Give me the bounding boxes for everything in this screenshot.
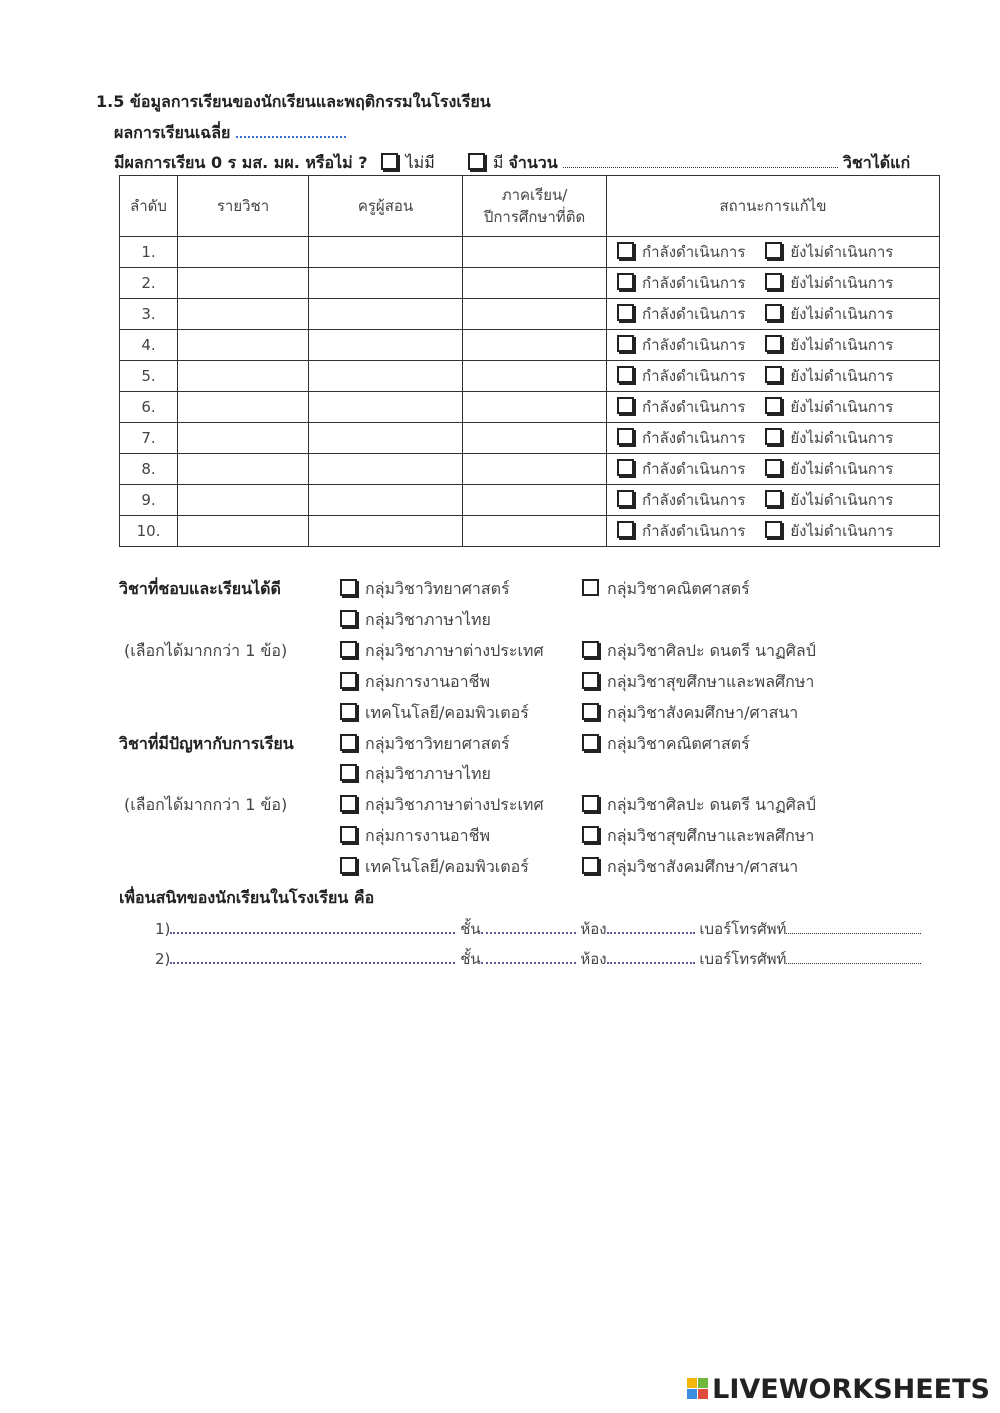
option-label: กลุ่มการงานอาชีพ bbox=[365, 826, 491, 845]
liveworksheets-logo bbox=[687, 1374, 990, 1405]
table-row bbox=[120, 361, 940, 392]
table-row bbox=[120, 485, 940, 516]
table-row bbox=[120, 268, 940, 299]
status-not-started-label: ยังไม่ดำเนินการ bbox=[790, 429, 894, 447]
table-row bbox=[120, 454, 940, 485]
zero-grade-row bbox=[114, 151, 934, 176]
teacher-cell[interactable] bbox=[309, 423, 463, 454]
teacher-cell[interactable] bbox=[309, 268, 463, 299]
checkbox-liked-health[interactable] bbox=[582, 672, 599, 689]
checkbox-problem-arts[interactable] bbox=[582, 795, 599, 812]
status-in-progress-label: กำลังดำเนินการ bbox=[642, 274, 746, 292]
subject-cell[interactable] bbox=[178, 330, 309, 361]
friend-row-2 bbox=[155, 947, 921, 971]
option-label: เทคโนโลยี/คอมพิวเตอร์ bbox=[365, 857, 529, 876]
table-row bbox=[120, 516, 940, 547]
checkbox-not-started[interactable] bbox=[765, 428, 782, 445]
subject-cell[interactable] bbox=[178, 516, 309, 547]
checkbox-problem-science[interactable] bbox=[340, 734, 357, 751]
option-label: กลุ่มวิชาคณิตศาสตร์ bbox=[607, 734, 750, 753]
checkbox-problem-foreign[interactable] bbox=[340, 795, 357, 812]
option-label: กลุ่มวิชาภาษาต่างประเทศ bbox=[365, 641, 544, 660]
checkbox-in-progress[interactable] bbox=[617, 242, 634, 259]
problem-option-thai bbox=[340, 762, 491, 787]
checkbox-in-progress[interactable] bbox=[617, 397, 634, 414]
checkbox-problem-math[interactable] bbox=[582, 734, 599, 751]
friend-class-input[interactable] bbox=[481, 948, 576, 964]
status-in-progress-label: กำลังดำเนินการ bbox=[642, 522, 746, 540]
option-label: กลุ่มวิชาภาษาต่างประเทศ bbox=[365, 795, 544, 814]
friend-phone-input[interactable] bbox=[786, 919, 921, 934]
problem-option-social bbox=[582, 855, 798, 880]
checkbox-in-progress[interactable] bbox=[617, 273, 634, 290]
subject-cell[interactable] bbox=[178, 423, 309, 454]
liked-option-social bbox=[582, 701, 798, 726]
problem-option-foreign bbox=[340, 793, 544, 818]
option-label: กลุ่มวิชาภาษาไทย bbox=[365, 610, 491, 629]
option-label: เทคโนโลยี/คอมพิวเตอร์ bbox=[365, 703, 529, 722]
status-in-progress-label: กำลังดำเนินการ bbox=[642, 491, 746, 509]
liked-option-foreign bbox=[340, 639, 544, 664]
checkbox-liked-foreign[interactable] bbox=[340, 641, 357, 658]
status-in-progress-label: กำลังดำเนินการ bbox=[642, 429, 746, 447]
checkbox-liked-tech[interactable] bbox=[340, 703, 357, 720]
amount-input[interactable] bbox=[563, 153, 838, 168]
problem-option-math bbox=[582, 732, 750, 757]
section-heading: 1.5 ข้อมูลการเรียนของนักเรียนและพฤติกรรมในโรงเรียน bbox=[96, 92, 491, 111]
option-label: กลุ่มวิชาสังคมศึกษา/ศาสนา bbox=[607, 857, 799, 876]
table-row bbox=[120, 392, 940, 423]
header-semester bbox=[463, 176, 607, 237]
checkbox-not-started[interactable] bbox=[765, 242, 782, 259]
status-cell bbox=[607, 485, 940, 516]
checkbox-liked-arts[interactable] bbox=[582, 641, 599, 658]
header-index: ลำดับ bbox=[120, 176, 178, 237]
checkbox-in-progress[interactable] bbox=[617, 335, 634, 352]
checkbox-liked-social[interactable] bbox=[582, 703, 599, 720]
opt-no-label: ไม่มี bbox=[405, 153, 435, 172]
failed-subjects-table bbox=[119, 175, 940, 547]
semester-cell[interactable] bbox=[463, 361, 607, 392]
checkbox-in-progress[interactable] bbox=[617, 366, 634, 383]
status-not-started-label: ยังไม่ดำเนินการ bbox=[790, 367, 894, 385]
row-index: 2. bbox=[120, 268, 178, 299]
status-not-started-label: ยังไม่ดำเนินการ bbox=[790, 243, 894, 261]
phone-label: เบอร์โทรศัพท์ bbox=[699, 950, 787, 968]
problem-option-science bbox=[340, 732, 510, 757]
status-in-progress-label: กำลังดำเนินการ bbox=[642, 367, 746, 385]
liked-option-health bbox=[582, 670, 814, 695]
row-index: 6. bbox=[120, 392, 178, 423]
table-row bbox=[120, 423, 940, 454]
option-label: กลุ่มวิชาคณิตศาสตร์ bbox=[607, 579, 750, 598]
friend-class-input[interactable] bbox=[481, 918, 576, 934]
semester-cell[interactable] bbox=[463, 299, 607, 330]
semester-cell[interactable] bbox=[463, 423, 607, 454]
checkbox-liked-career[interactable] bbox=[340, 672, 357, 689]
checkbox-problem-career[interactable] bbox=[340, 826, 357, 843]
semester-cell[interactable] bbox=[463, 268, 607, 299]
checkbox-problem-thai[interactable] bbox=[340, 764, 357, 781]
subject-cell[interactable] bbox=[178, 485, 309, 516]
teacher-cell[interactable] bbox=[309, 299, 463, 330]
status-cell bbox=[607, 516, 940, 547]
option-label: กลุ่มวิชาวิทยาศาสตร์ bbox=[365, 734, 510, 753]
table-header-row bbox=[120, 176, 940, 237]
liked-option-math bbox=[582, 577, 750, 602]
gpa-label: ผลการเรียนเฉลี่ย bbox=[114, 123, 231, 142]
problem-option-health bbox=[582, 824, 814, 849]
header-subject: รายวิชา bbox=[178, 176, 309, 237]
table-row bbox=[120, 237, 940, 268]
row-index: 3. bbox=[120, 299, 178, 330]
teacher-cell[interactable] bbox=[309, 330, 463, 361]
class-label: ชั้น bbox=[460, 920, 481, 938]
status-not-started-label: ยังไม่ดำเนินการ bbox=[790, 274, 894, 292]
status-not-started-label: ยังไม่ดำเนินการ bbox=[790, 336, 894, 354]
subject-cell[interactable] bbox=[178, 361, 309, 392]
teacher-cell[interactable] bbox=[309, 361, 463, 392]
option-label: กลุ่มวิชาวิทยาศาสตร์ bbox=[365, 579, 510, 598]
option-label: กลุ่มวิชาภาษาไทย bbox=[365, 764, 491, 783]
checkbox-problem-tech[interactable] bbox=[340, 857, 357, 874]
checkbox-not-started[interactable] bbox=[765, 459, 782, 476]
teacher-cell[interactable] bbox=[309, 454, 463, 485]
subject-cell[interactable] bbox=[178, 268, 309, 299]
friend-row-number: 1) bbox=[155, 920, 171, 938]
checkbox-not-started[interactable] bbox=[765, 490, 782, 507]
friend-phone-input[interactable] bbox=[786, 949, 921, 964]
subjects-label: วิชาได้แก่ bbox=[842, 153, 911, 172]
status-in-progress-label: กำลังดำเนินการ bbox=[642, 398, 746, 416]
option-label: กลุ่มการงานอาชีพ bbox=[365, 672, 491, 691]
checkbox-liked-thai[interactable] bbox=[340, 610, 357, 627]
row-index: 9. bbox=[120, 485, 178, 516]
status-in-progress-label: กำลังดำเนินการ bbox=[642, 460, 746, 478]
semester-cell[interactable] bbox=[463, 237, 607, 268]
teacher-cell[interactable] bbox=[309, 516, 463, 547]
status-in-progress-label: กำลังดำเนินการ bbox=[642, 336, 746, 354]
checkbox-problem-health[interactable] bbox=[582, 826, 599, 843]
status-not-started-label: ยังไม่ดำเนินการ bbox=[790, 398, 894, 416]
checkbox-not-started[interactable] bbox=[765, 335, 782, 352]
row-index: 10. bbox=[120, 516, 178, 547]
subject-cell[interactable] bbox=[178, 454, 309, 485]
option-label: กลุ่มวิชาสุขศึกษาและพลศึกษา bbox=[607, 826, 815, 845]
teacher-cell[interactable] bbox=[309, 237, 463, 268]
status-not-started-label: ยังไม่ดำเนินการ bbox=[790, 305, 894, 323]
friend-row-1 bbox=[155, 917, 921, 941]
option-label: กลุ่มวิชาศิลปะ ดนตรี นาฏศิลป์ bbox=[607, 641, 816, 660]
friend-row-number: 2) bbox=[155, 950, 171, 968]
problem-option-tech bbox=[340, 855, 529, 880]
checkbox-in-progress[interactable] bbox=[617, 521, 634, 538]
semester-cell[interactable] bbox=[463, 454, 607, 485]
checkbox-in-progress[interactable] bbox=[617, 428, 634, 445]
subject-cell[interactable] bbox=[178, 299, 309, 330]
logo-text: LIVEWORKSHEETS bbox=[712, 1374, 990, 1405]
subject-cell[interactable] bbox=[178, 392, 309, 423]
liked-option-thai bbox=[340, 608, 491, 633]
liked-option-arts bbox=[582, 639, 816, 664]
liked-option-tech bbox=[340, 701, 529, 726]
checkbox-not-started[interactable] bbox=[765, 304, 782, 321]
row-index: 1. bbox=[120, 237, 178, 268]
header-semester-line1: ภาคเรียน/ bbox=[501, 186, 568, 204]
friend-name-input[interactable] bbox=[170, 948, 455, 964]
row-index: 4. bbox=[120, 330, 178, 361]
semester-cell[interactable] bbox=[463, 330, 607, 361]
checkbox-liked-math[interactable] bbox=[582, 579, 599, 596]
checkbox-no[interactable] bbox=[381, 153, 398, 170]
friend-room-input[interactable] bbox=[607, 948, 695, 964]
phone-label: เบอร์โทรศัพท์ bbox=[699, 920, 787, 938]
gpa-row bbox=[114, 121, 346, 146]
class-label: ชั้น bbox=[460, 950, 481, 968]
checkbox-not-started[interactable] bbox=[765, 366, 782, 383]
header-semester-line2: ปีการศึกษาที่ติด bbox=[483, 208, 586, 226]
option-label: กลุ่มวิชาศิลปะ ดนตรี นาฏศิลป์ bbox=[607, 795, 816, 814]
room-label: ห้อง bbox=[580, 950, 607, 968]
liked-option-career bbox=[340, 670, 490, 695]
status-cell bbox=[607, 392, 940, 423]
status-cell bbox=[607, 330, 940, 361]
problem-option-career bbox=[340, 824, 490, 849]
status-cell bbox=[607, 299, 940, 330]
zero-question: มีผลการเรียน 0 ร มส. มผ. หรือไม่ ? bbox=[114, 153, 368, 172]
friend-name-input[interactable] bbox=[170, 918, 455, 934]
checkbox-in-progress[interactable] bbox=[617, 304, 634, 321]
checkbox-in-progress[interactable] bbox=[617, 490, 634, 507]
option-label: กลุ่มวิชาสุขศึกษาและพลศึกษา bbox=[607, 672, 815, 691]
status-cell bbox=[607, 268, 940, 299]
semester-cell[interactable] bbox=[463, 516, 607, 547]
room-label: ห้อง bbox=[580, 920, 607, 938]
semester-cell[interactable] bbox=[463, 392, 607, 423]
checkbox-not-started[interactable] bbox=[765, 521, 782, 538]
checkbox-problem-social[interactable] bbox=[582, 857, 599, 874]
status-not-started-label: ยังไม่ดำเนินการ bbox=[790, 460, 894, 478]
liveworksheets-logo-icon bbox=[687, 1378, 709, 1400]
status-in-progress-label: กำลังดำเนินการ bbox=[642, 305, 746, 323]
status-not-started-label: ยังไม่ดำเนินการ bbox=[790, 491, 894, 509]
gpa-input[interactable] bbox=[236, 122, 346, 138]
checkbox-in-progress[interactable] bbox=[617, 459, 634, 476]
opt-yes-label: มี bbox=[492, 153, 504, 172]
teacher-cell[interactable] bbox=[309, 485, 463, 516]
friends-label: เพื่อนสนิทของนักเรียนในโรงเรียน คือ bbox=[119, 888, 375, 907]
row-index: 5. bbox=[120, 361, 178, 392]
status-cell bbox=[607, 361, 940, 392]
friend-room-input[interactable] bbox=[607, 918, 695, 934]
status-cell bbox=[607, 423, 940, 454]
checkbox-liked-science[interactable] bbox=[340, 579, 357, 596]
status-cell bbox=[607, 237, 940, 268]
table-row bbox=[120, 330, 940, 361]
row-index: 8. bbox=[120, 454, 178, 485]
problem-label: วิชาที่มีปัญหากับการเรียน bbox=[119, 734, 294, 753]
status-in-progress-label: กำลังดำเนินการ bbox=[642, 243, 746, 261]
header-teacher: ครูผู้สอน bbox=[309, 176, 463, 237]
problem-note: (เลือกได้มากกว่า 1 ข้อ) bbox=[124, 795, 288, 814]
header-status: สถานะการแก้ไข bbox=[607, 176, 940, 237]
problem-option-arts bbox=[582, 793, 816, 818]
row-index: 7. bbox=[120, 423, 178, 454]
option-label: กลุ่มวิชาสังคมศึกษา/ศาสนา bbox=[607, 703, 799, 722]
checkbox-yes[interactable] bbox=[468, 153, 485, 170]
semester-cell[interactable] bbox=[463, 485, 607, 516]
teacher-cell[interactable] bbox=[309, 392, 463, 423]
subject-cell[interactable] bbox=[178, 237, 309, 268]
checkbox-not-started[interactable] bbox=[765, 273, 782, 290]
table-row bbox=[120, 299, 940, 330]
liked-option-science bbox=[340, 577, 510, 602]
amount-label: จำนวน bbox=[508, 153, 558, 172]
checkbox-not-started[interactable] bbox=[765, 397, 782, 414]
status-not-started-label: ยังไม่ดำเนินการ bbox=[790, 522, 894, 540]
status-cell bbox=[607, 454, 940, 485]
liked-label: วิชาที่ชอบและเรียนได้ดี bbox=[119, 579, 281, 598]
liked-note: (เลือกได้มากกว่า 1 ข้อ) bbox=[124, 641, 288, 660]
